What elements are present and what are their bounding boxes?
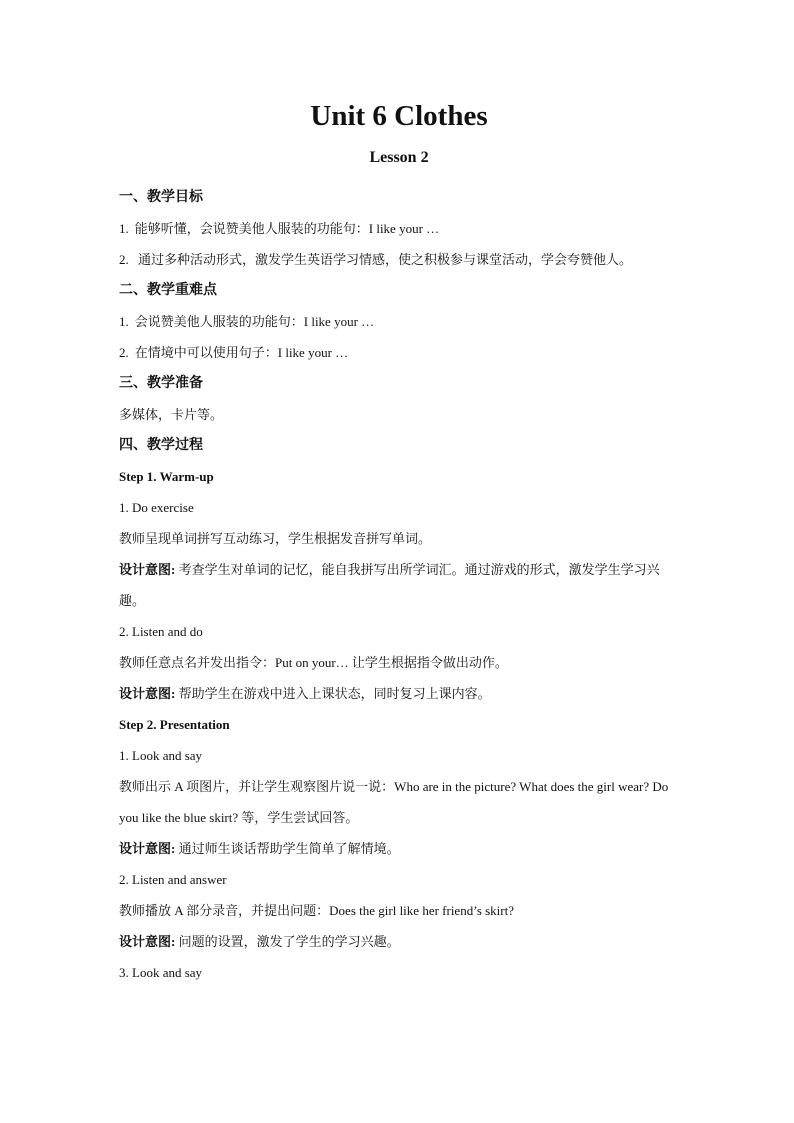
intent-text: 通过师生谈话帮助学生简单了解情境。 [175, 841, 400, 856]
goals-heading: 一、教学目标 [119, 190, 203, 205]
keypoints-item-2 [119, 337, 679, 368]
intent-label: 设计意图: [119, 562, 176, 577]
step2-activity-2-text: 教师播放 A 部分录音，并提出问题：Does the girl like her friend’s skirt? [119, 903, 515, 918]
intent-label: 设计意图: [119, 841, 176, 856]
intent-text: 考查学生对单词的记忆，能自我拼写出所学词汇。通过游戏的形式，激发学生学习兴趣。 [119, 562, 660, 608]
keypoints-item-1-number: 1. [119, 314, 129, 329]
keypoints-item-1 [119, 306, 679, 337]
intent-label: 设计意图: [119, 934, 176, 949]
step1-activity-1-text: 教师呈现单词拼写互动练习，学生根据发音拼写单词。 [119, 531, 432, 546]
step2-activity-1-title: 1. Look and say [119, 748, 203, 763]
step2-activity-3-title: 3. Look and say [119, 965, 203, 980]
goals-item-2-number: 2. [119, 252, 129, 267]
step2-activity-2-title: 2. Listen and answer [119, 872, 227, 887]
goals-item-1-text: 能够听懂，会说赞美他人服装的功能句：I like your … [134, 221, 440, 236]
keypoints-item-1-text: 会说赞美他人服装的功能句：I like your … [134, 314, 375, 329]
step2-activity-1-intent [119, 833, 679, 864]
document-title: Unit 6 Clothes [310, 100, 488, 132]
step1-activity-2-title: 2. Listen and do [119, 624, 203, 639]
prep-text: 多媒体，卡片等。 [119, 407, 224, 422]
step1-title: Step 1. Warm-up [119, 469, 214, 484]
step1-activity-2-intent [119, 678, 679, 709]
lesson-subtitle: Lesson 2 [369, 149, 429, 166]
keypoints-item-2-number: 2. [119, 345, 129, 360]
intent-label: 设计意图: [119, 686, 176, 701]
step1-activity-2-text: 教师任意点名并发出指令：Put on your… 让学生根据指令做出动作。 [119, 655, 508, 670]
intent-text: 问题的设置，激发了学生的学习兴趣。 [175, 934, 400, 949]
step2-activity-1-text: 教师出示 A 项图片，并让学生观察图片说一说：Who are in the picture? What does the girl wear? Do you like the blue skirt? 等，学生尝试回答。 [119, 779, 669, 825]
goals-item-1 [119, 213, 679, 244]
keypoints-heading: 二、教学重难点 [119, 283, 217, 298]
step2-title: Step 2. Presentation [119, 717, 230, 732]
goals-item-2 [119, 244, 679, 275]
intent-text: 帮助学生在游戏中进入上课状态，同时复习上课内容。 [175, 686, 491, 701]
prep-heading: 三、教学准备 [119, 376, 203, 391]
goals-item-1-number: 1. [119, 221, 129, 236]
process-heading: 四、教学过程 [119, 438, 203, 453]
step2-activity-2-intent [119, 926, 679, 957]
step1-activity-1-intent [119, 554, 679, 616]
step1-activity-1-title: 1. Do exercise [119, 500, 194, 515]
keypoints-item-2-text: 在情境中可以使用句子：I like your … [134, 345, 349, 360]
document-body [119, 182, 679, 988]
goals-item-2-text: 通过多种活动形式，激发学生英语学习情感，使之积极参与课堂活动，学会夸赞他人。 [134, 252, 633, 267]
